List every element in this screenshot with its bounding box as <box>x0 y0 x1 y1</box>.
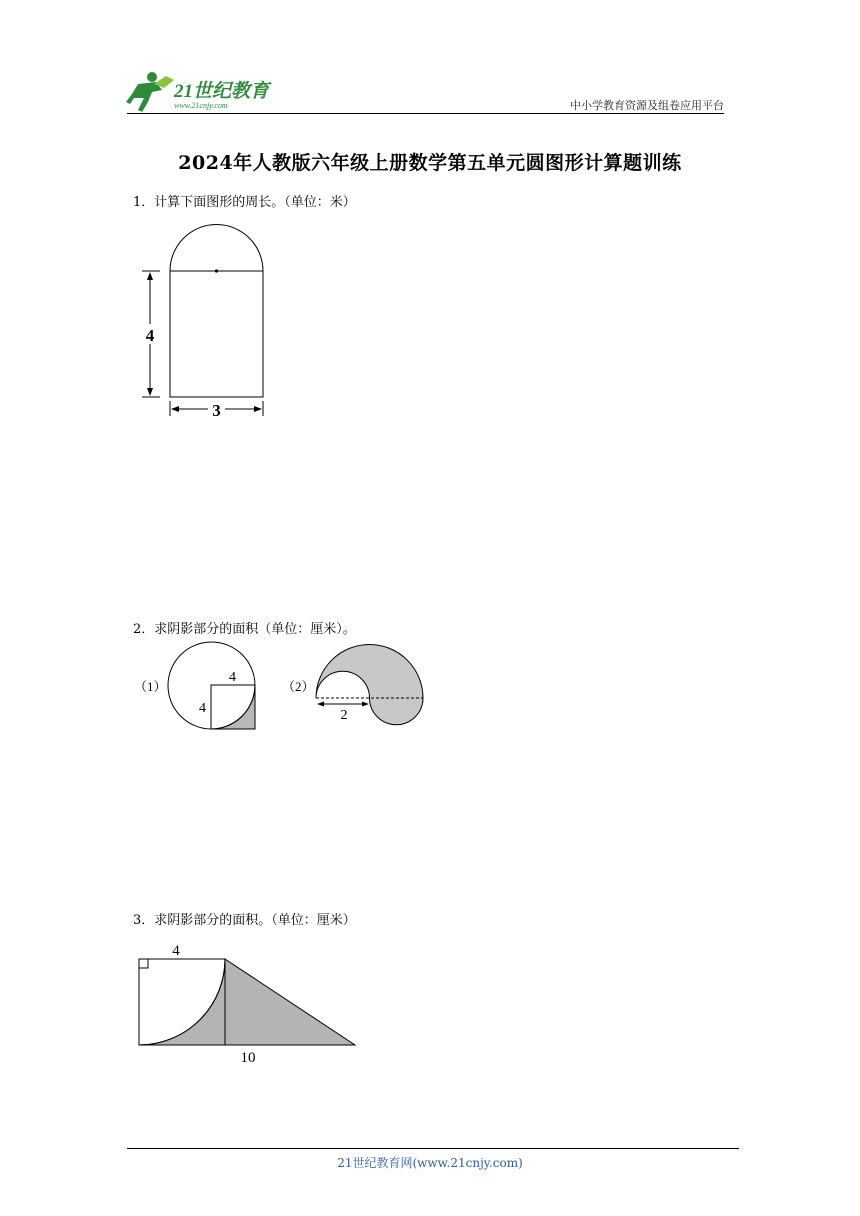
crescent-shaded-region <box>316 645 423 725</box>
footer-divider <box>127 1148 739 1149</box>
footer-link[interactable]: 21世纪教育网(www.21cnjy.com) <box>337 1156 523 1170</box>
width-label: 3 <box>212 401 221 420</box>
question-2-figure <box>130 637 430 737</box>
part-1-label-left: 4 <box>199 701 206 716</box>
dimension-arrow-left <box>317 702 324 707</box>
page-title: 2024年人教版六年级上册数学第五单元圆图形计算题训练 <box>178 152 682 174</box>
part-2-tag: （2） <box>282 679 315 694</box>
question-3-text: 3．求阴影部分的面积。（单位：厘米） <box>133 913 356 928</box>
height-label: 4 <box>145 326 155 345</box>
dimension-arrow-right <box>362 702 369 707</box>
question-1-figure <box>130 218 280 423</box>
semicircle-rectangle-outline <box>170 225 263 397</box>
question-3-figure <box>130 938 370 1073</box>
question-1-text: 1．计算下面图形的周长。（单位：米） <box>133 195 356 210</box>
logo-brand: 21世纪教育 <box>174 81 270 102</box>
header-divider <box>127 113 724 114</box>
width-arrow-left <box>171 406 179 412</box>
question-2-text: 2．求阴影部分的面积（单位：厘米）。 <box>133 622 356 637</box>
right-angle-mark <box>139 959 148 968</box>
height-arrow-down <box>147 388 153 396</box>
shaded-region <box>139 959 355 1045</box>
height-arrow-up <box>147 272 153 280</box>
bottom-length-label: 10 <box>240 1050 256 1066</box>
header-tagline: 中小学教育资源及组卷应用平台 <box>570 99 724 112</box>
part-1-label-top: 4 <box>229 670 236 685</box>
width-arrow-right <box>254 406 262 412</box>
top-length-label: 4 <box>172 943 180 959</box>
center-dot <box>215 269 218 272</box>
runner-icon <box>126 72 174 112</box>
part-2-label-bottom: 2 <box>340 708 348 723</box>
logo-url: www.21cnjy.com <box>174 101 228 110</box>
logo <box>122 68 292 114</box>
part-1-tag: （1） <box>134 679 167 694</box>
